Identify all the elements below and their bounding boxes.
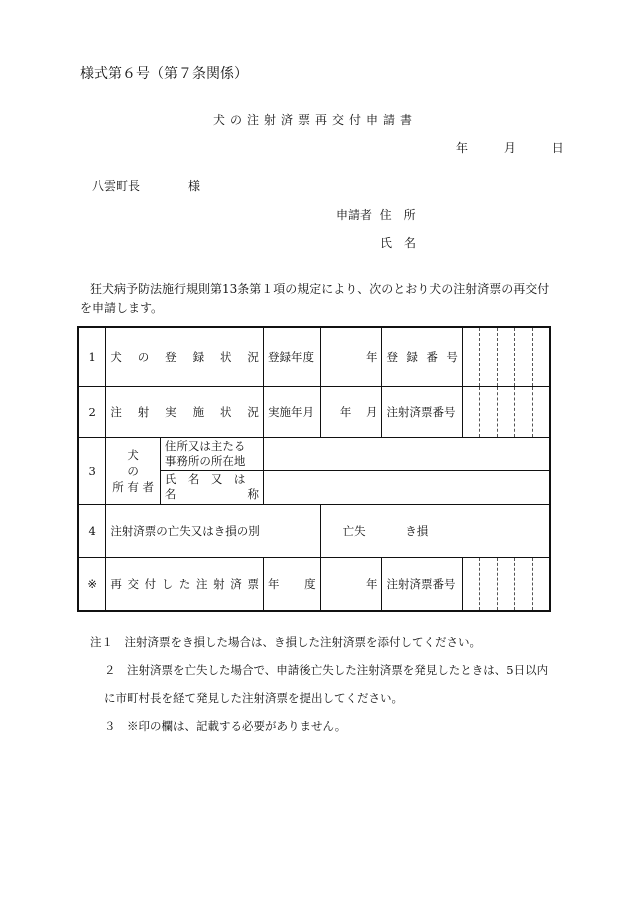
tag-number-label: 注射済票番号	[382, 386, 462, 437]
registration-number-label	[382, 327, 462, 386]
reissued-tag-number-digit[interactable]	[497, 557, 515, 611]
addressee	[92, 177, 200, 194]
owner-name-label-line-1: 氏 名 又 は	[164, 472, 246, 486]
loss-damage-options	[320, 504, 550, 557]
registration-year-label: 登録年度	[263, 327, 320, 386]
label-char: 番	[426, 349, 438, 364]
registration-number-digit[interactable]	[480, 327, 498, 386]
date-day-label: 日	[551, 141, 564, 155]
label-char: 度	[304, 576, 316, 591]
row-number: ※	[78, 557, 106, 611]
row-number: 1	[78, 327, 106, 386]
label-char: の	[137, 349, 150, 364]
reissued-tag-number-digit[interactable]	[532, 557, 550, 611]
date-line	[456, 139, 564, 156]
form-number: 様式第６号（第７条関係）	[80, 66, 248, 82]
row-label-owner	[106, 437, 161, 504]
owner-address-input[interactable]	[263, 437, 550, 470]
label-char: 再	[110, 576, 122, 591]
label-char: 号	[446, 349, 458, 364]
row-number: 4	[78, 504, 106, 557]
label-char: 注	[196, 576, 208, 591]
label-char: 付	[144, 576, 157, 591]
label-char: し	[161, 576, 174, 591]
table-row-dog-registration	[78, 327, 550, 386]
label-char: 射	[213, 576, 225, 591]
addressee-honorific: 様	[188, 179, 201, 193]
label-char: 年	[267, 576, 280, 591]
tag-number-digit[interactable]	[497, 386, 515, 437]
vaccination-date-input[interactable]	[320, 386, 382, 437]
row-number: 3	[78, 437, 106, 504]
row-label-loss-damage: 注射済票の亡失又はき損の別	[106, 504, 320, 557]
label-char: 称	[247, 487, 259, 501]
row-label-text	[110, 349, 259, 365]
owner-label-line-1: 犬 の	[127, 447, 162, 478]
applicant-address-line	[336, 206, 416, 223]
label-char: 状	[220, 349, 232, 364]
owner-name-input[interactable]	[263, 470, 550, 504]
month-unit: 月	[365, 404, 378, 419]
label-char: 射	[137, 404, 150, 419]
tag-number-digit[interactable]	[515, 386, 533, 437]
note-2-continued: に市町村長を経て発見した注射済票を提出してください。	[104, 691, 403, 705]
intro-text	[80, 280, 560, 318]
label-char: 録	[192, 349, 205, 364]
reissued-year-input[interactable]	[320, 557, 382, 611]
intro-line-2: を申請します。	[80, 301, 164, 315]
vaccination-date-label: 実施年月	[263, 386, 320, 437]
option-lost[interactable]: 亡失	[342, 523, 366, 538]
registration-number-digit[interactable]	[462, 327, 480, 386]
date-year-label: 年	[456, 141, 469, 155]
label-char: 登	[386, 349, 398, 364]
label-char: 況	[247, 404, 259, 419]
label-char: 票	[247, 576, 259, 591]
label-char: た	[178, 576, 191, 591]
tag-number-digit[interactable]	[532, 386, 550, 437]
application-table	[77, 326, 551, 612]
label-char: 実	[165, 404, 177, 419]
label-char: 済	[230, 576, 242, 591]
label-char: 状	[220, 404, 232, 419]
table-row-loss-damage	[78, 504, 550, 557]
notes	[90, 628, 548, 740]
note-2: ２ 注射済票を亡失した場合で、申請後亡失した注射済票を発見したときは、5日以内	[104, 663, 549, 677]
applicant-label: 申請者	[336, 208, 373, 222]
note-1: 注１ 注射済票をき損した場合は、き損した注射済票を添付してください。	[90, 635, 481, 649]
year-unit: 年	[339, 404, 352, 419]
owner-label-line-2: 所 有 者	[112, 479, 155, 494]
intro-line-1: 狂犬病予防法施行規則第13条第１項の規定により、次のとおり犬の注射済票の再交付	[90, 282, 550, 296]
reissued-tag-number-digit[interactable]	[515, 557, 533, 611]
document-title: 犬の注射済票再交付申請書	[212, 113, 417, 127]
label-char: 交	[127, 576, 139, 591]
label-char: 録	[406, 349, 418, 364]
table-row-owner-address	[78, 437, 550, 470]
applicant-address-label: 住 所	[379, 208, 416, 222]
owner-address-label-line-1: 住所又は主たる	[164, 438, 246, 453]
applicant-name-label: 氏 名	[380, 236, 417, 250]
note-3: ３ ※印の欄は、記載する必要がありません。	[104, 719, 347, 733]
registration-number-digit[interactable]	[515, 327, 533, 386]
year-unit: 年	[365, 349, 378, 364]
label-char: 名	[164, 487, 177, 501]
tag-number-digit[interactable]	[480, 386, 498, 437]
registration-number-digit[interactable]	[532, 327, 550, 386]
reissued-tag-number-digit[interactable]	[480, 557, 498, 611]
reissued-tag-number-label: 注射済票番号	[382, 557, 462, 611]
row-label-dog-registration	[106, 327, 264, 386]
table-row-vaccination	[78, 386, 550, 437]
label-char: 登	[165, 349, 177, 364]
label-char: 況	[247, 349, 259, 364]
row-number: 2	[78, 386, 106, 437]
tag-number-digit[interactable]	[462, 386, 480, 437]
row-label-reissued-tag	[106, 557, 264, 611]
year-unit: 年	[365, 576, 378, 591]
label-char: 施	[192, 404, 205, 419]
owner-address-label-line-2: 事務所の所在地	[164, 453, 246, 468]
addressee-name: 八雲町長	[92, 179, 141, 193]
registration-number-digit[interactable]	[497, 327, 515, 386]
reissued-tag-number-digit[interactable]	[462, 557, 480, 611]
owner-address-label	[160, 437, 263, 470]
owner-name-label-line-2	[165, 487, 259, 502]
table-row-reissued-tag	[78, 557, 550, 611]
date-month-label: 月	[503, 141, 516, 155]
label-char: 注	[110, 404, 122, 419]
label-char: 犬	[110, 349, 122, 364]
reissued-fiscal-year-label	[263, 557, 320, 611]
registration-year-input[interactable]	[320, 327, 382, 386]
option-damaged[interactable]: き損	[405, 523, 429, 538]
owner-name-label	[160, 470, 263, 504]
row-label-vaccination	[106, 386, 264, 437]
